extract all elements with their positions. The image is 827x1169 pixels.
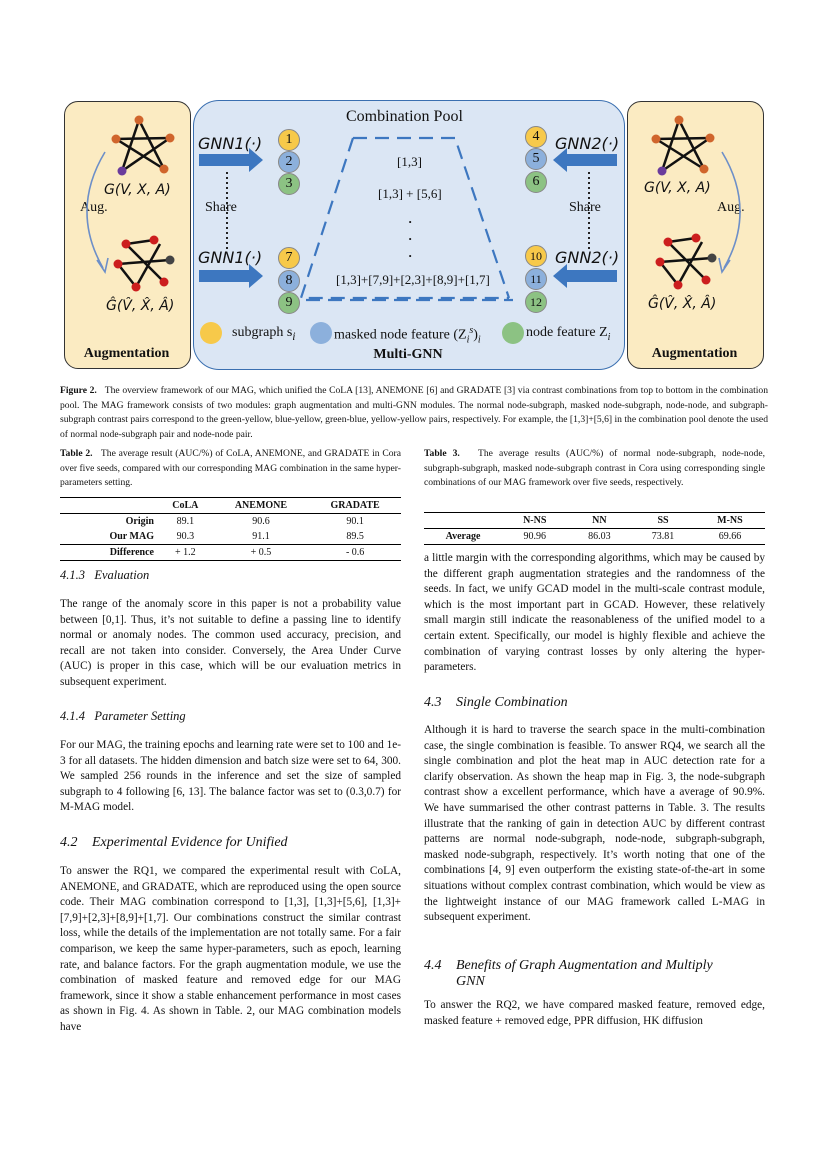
pool-dot-3: · <box>408 248 413 263</box>
table-cell: Average <box>445 531 481 542</box>
node-circle-7: 7 <box>278 247 300 269</box>
gnn1-bottom-label: GNN1(·) <box>198 248 263 267</box>
section-4-4-heading <box>424 958 713 990</box>
table-cell: 90.96 <box>523 531 546 542</box>
table2-caption <box>60 447 401 491</box>
section-4-4-number: 4.4 <box>424 958 442 973</box>
table-cell: + 1.2 <box>175 547 196 558</box>
graph-hat-label-left: Ĝ(V̂, X̂, Â) <box>106 298 175 314</box>
table2-header: CoLA <box>172 500 199 511</box>
section-4-4-text: To answer the RQ2, we have compared masked feature, removed edge, masked feature + removed edge, PPR diffusion, HK diffusion <box>424 999 765 1027</box>
table-cell: + 0.5 <box>250 547 272 558</box>
table-cell: 91.1 <box>252 531 270 542</box>
legend-subgraph <box>232 325 296 343</box>
legend-green-icon <box>502 322 524 344</box>
table3-header: N-NS <box>523 515 547 526</box>
table2-header: GRADATE <box>330 500 380 511</box>
graph-hat-label-right: Ĝ(V̂, X̂, Â) <box>648 296 717 312</box>
right-col-paragraph-1: a little margin with the corresponding algorithms, which may be caused by the different graph augmentation strategies and the randomness of the seeds. In fact, we unify GCAD model in the multi-scale contrast module, which is the most important part in GCAD. However, these relatively small margin still indicate the reasonableness of the unified model to a certain extent. Specifically, our model is highly flexible and achieve the combination of varying contrast losses by only altering the hyper-parameters. <box>424 552 765 674</box>
section-4-2-number: 4.2 <box>60 835 78 850</box>
section-4-2-heading <box>60 835 288 851</box>
legend-subgraph-text: subgraph s <box>232 325 293 340</box>
pool-item-2: [1,3] + [5,6] <box>378 186 442 201</box>
table-row <box>60 545 401 561</box>
figure-caption-text: The overview framework of our MAG, which unified the CoLA [13], ANEMONE [6] and GRADATE [3] via contrast combinations from top to bottom in the combination pool. The MAG framework consists of two modules: graph augmentation and multi-GNN modules. The normal node-subgraph, masked node-subgraph, node-node, and subgraph-subgraph contrast pairs correspond to the green-yellow, blue-yellow, green-blue, yellow-yellow pairs, respectively. For example, the [1,3]+[5,6] in the combination pool denote the used of normal node-subgraph pair and node-node pair. <box>60 385 768 440</box>
table3-header: SS <box>657 515 669 526</box>
table-cell: - 0.6 <box>345 547 365 558</box>
table2 <box>60 497 401 561</box>
table3-caption-text: The average results (AUC/%) of normal node-subgraph, node-node, subgraph-subgraph, masked node-subgraph contrast in Cora using corresponding single combinations of our MAG framework over five seeds, respectively. <box>424 448 765 489</box>
multi-gnn-label: Multi-GNN <box>373 347 443 362</box>
table-cell: 69.66 <box>718 531 742 542</box>
table3-caption <box>424 447 765 491</box>
table3-header: NN <box>592 515 607 526</box>
aug-label-left: Aug. <box>80 200 108 215</box>
combination-pool-title: Combination Pool <box>346 108 463 125</box>
table-row <box>424 529 765 545</box>
pool-item-1: [1,3] <box>397 154 422 169</box>
augmented-graph-right <box>650 230 722 292</box>
table2-caption-text: The average result (AUC/%) of CoLA, ANEMONE, and GRADATE in Cora over five seeds, compared with our corresponding MAG combination in the same hyper-parameters setting. <box>60 448 401 489</box>
table-cell: 90.6 <box>252 516 270 527</box>
table-cell: 90.3 <box>176 531 195 542</box>
node-circle-11: 11 <box>525 268 547 290</box>
pool-dot-1: · <box>408 214 413 229</box>
table-row <box>60 514 401 530</box>
legend-masked-sup: s <box>469 325 474 336</box>
legend-node-text: node feature Z <box>526 325 608 340</box>
pool-dot-2: · <box>408 231 413 246</box>
figure-caption <box>60 384 768 442</box>
section-4-3-heading <box>424 695 568 711</box>
section-4-2-title: Experimental Evidence for Unified <box>92 835 288 850</box>
table-cell: 89.5 <box>346 531 364 542</box>
figure-2 <box>0 0 827 380</box>
node-circle-2: 2 <box>278 151 300 173</box>
augmented-graph-left <box>108 232 180 294</box>
legend-subgraph-sub: i <box>292 329 296 343</box>
table-cell: 73.81 <box>651 531 675 542</box>
node-circle-4: 4 <box>525 126 547 148</box>
node-circle-5: 5 <box>525 148 547 170</box>
section-4-3-title: Single Combination <box>456 695 568 710</box>
graph-label-right: G(V, X, A) <box>644 180 711 196</box>
node-circle-12: 12 <box>525 291 547 313</box>
legend-masked-text: masked node feature (Z <box>334 327 467 343</box>
legend-masked-tail: i <box>466 334 470 346</box>
table3-header: M-NS <box>717 515 743 526</box>
node-circle-9: 9 <box>278 292 300 314</box>
table-cell: Difference <box>109 547 154 558</box>
node-circle-3: 3 <box>278 173 300 195</box>
table3-label: Table 3. <box>424 448 460 459</box>
section-4-3-number: 4.3 <box>424 695 442 710</box>
legend-node <box>526 325 610 343</box>
original-graph-right <box>648 112 718 178</box>
augmentation-label-right: Augmentation <box>651 346 738 361</box>
table3-header <box>424 513 502 529</box>
section-4-1-3-title: 4.1.3 Evaluation <box>60 568 150 582</box>
aug-label-right: Aug. <box>717 200 745 215</box>
table-row <box>60 529 401 545</box>
section-4-1-4-text: For our MAG, the training epochs and learning rate were set to 100 and 1e-3 for all datasets. The hidden dimension and batch size were set to 64, 300. We sampled 256 rounds in the inference and set the size of sampled subgraph to 4 following [6, 13]. The balance factor was set to (0.3,0.7) for M-MAG model. <box>60 739 402 814</box>
gnn2-top-label: GNN2(·) <box>555 134 620 153</box>
legend-blue-icon <box>310 322 332 344</box>
legend-masked <box>334 325 481 345</box>
table2-header-row <box>60 498 401 514</box>
section-4-3-text: Although it is hard to traverse the search space in the multi-combination case, the single combination is feasible. To answer RQ4, we search all the single combination and plot the heat map in AUC detection rate for a clarify observation. As shown the heap map in Fig. 3, the node-subgraph contrast show a excellent performance, which have a average of 90.9%. We have summarised the other contrast patterns in Table. 3. The results illustrate that the ranking of gain in detection AUC by different contrast patterns are normal node-subgraph, node-node, subgraph-subgraph, masked node-subgraph, respectively. It’s worth noting that one of the combinations [4, 9] even outperform the existing state-of-the-art in some situations without complex contrast combination, which would be view as the lightweight instance of our MAG framework called L-MAG in subsequent experiment. <box>424 724 765 924</box>
legend-yellow-icon <box>200 322 222 344</box>
table-cell: Origin <box>125 516 154 527</box>
node-circle-8: 8 <box>278 270 300 292</box>
table3 <box>424 512 765 545</box>
section-4-4-title-2: GNN <box>456 974 485 989</box>
section-4-1-4-title: 4.1.4 Parameter Setting <box>60 709 186 723</box>
table-cell: 86.03 <box>588 531 611 542</box>
table-cell: Our MAG <box>109 531 154 542</box>
original-graph-left <box>108 112 178 178</box>
pool-item-3: [1,3]+[7,9]+[2,3]+[8,9]+[1,7] <box>336 272 490 287</box>
table2-header: ANEMONE <box>234 500 288 511</box>
share-label-right: Share <box>569 200 601 215</box>
table2-header <box>60 498 158 514</box>
table2-label: Table 2. <box>60 448 93 459</box>
share-label-left: Share <box>205 200 237 215</box>
node-circle-6: 6 <box>525 171 547 193</box>
graph-label-left: G(V, X, A) <box>104 182 171 198</box>
figure-caption-label: Figure 2. <box>60 385 97 396</box>
section-4-1-3-text: The range of the anomaly score in this paper is not a probability value between [0,1]. Thus, it’s not suitable to define a passing line to identify normal or anomaly nodes. The common used accuracy, precision, and recall are not taken into consider. Conversely, the Area Under Curve (AUC) is proper in this case, which will be our evaluation metrics in subsequent experiment. <box>60 598 401 688</box>
legend-masked-end: ) <box>473 327 478 343</box>
augmentation-label-left: Augmentation <box>83 346 170 361</box>
legend-masked-sub: i <box>477 334 481 346</box>
node-circle-10: 10 <box>525 245 547 267</box>
legend-node-sub: i <box>607 331 611 343</box>
node-circle-1: 1 <box>278 129 300 151</box>
section-4-4-title-1: Benefits of Graph Augmentation and Multiply <box>456 958 713 973</box>
gnn2-bottom-label: GNN2(·) <box>555 248 620 267</box>
table3-header-row <box>424 513 765 529</box>
gnn1-top-label: GNN1(·) <box>198 134 263 153</box>
table-cell: 90.1 <box>346 516 364 527</box>
table-cell: 89.1 <box>176 516 195 527</box>
section-4-2-text: To answer the RQ1, we compared the experimental result with CoLA, ANEMONE, and GRADATE, which are reproduced using the open source code. Their MAG combination correspond to [1,3], [1,3]+[5,6], [1,3]+[7,9]+[2,3]+[8,9]+[1,7]. Our combinations construct the similar contrast loss, while the details of the implementation are not totally same. For a fair comparison, we keep the same hyper-parameters, such as epoch, learning rate, and balance factors. For the graph augmentation module, we use the combination of masked feature and removed edge for our MAG framework, since it show a stable enhancement performance in most cases as shown in Fig. 4. As shown in Table. 2, our MAG combination models have <box>60 865 401 1033</box>
